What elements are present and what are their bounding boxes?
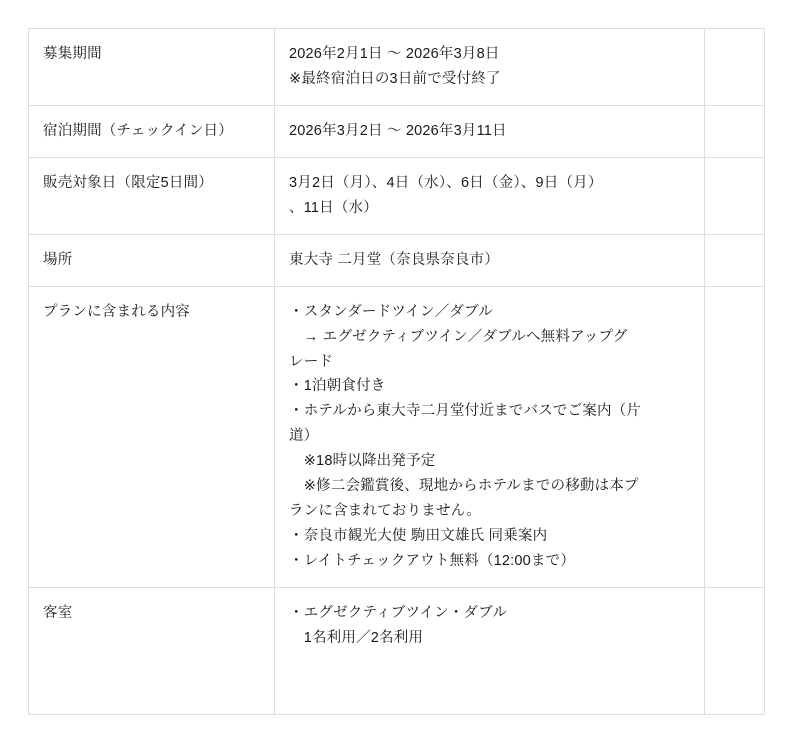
value-line: ※18時以降出発予定 <box>289 453 436 470</box>
value-line: 1名利用／2名利用 <box>289 629 424 646</box>
row-label: 場所 <box>29 234 275 286</box>
row-value <box>275 587 705 714</box>
value-line: 道） <box>289 428 319 445</box>
row-value <box>275 29 705 106</box>
row-value <box>275 105 705 157</box>
row-value <box>275 157 705 234</box>
value-line: 、11日（水） <box>289 199 378 216</box>
value-line: 3月2日（月）、4日（水）、6日（金）、9日（月） <box>289 174 603 191</box>
value-line: ・1泊朝食付き <box>289 378 386 395</box>
table-row <box>29 234 765 286</box>
value-line: 2026年2月1日 〜 2026年3月8日 <box>289 46 500 62</box>
row-value <box>275 286 705 587</box>
value-line: ※最終宿泊日の3日前で受付終了 <box>289 70 501 87</box>
value-line: レード <box>289 353 334 370</box>
row-extra <box>705 105 765 157</box>
table-row <box>29 286 765 587</box>
row-value <box>275 234 705 286</box>
value-line: ・ホテルから東大寺二月堂付近までバスでご案内（片 <box>289 403 642 420</box>
table-row <box>29 105 765 157</box>
row-label: 客室 <box>29 587 275 714</box>
row-label: 販売対象日（限定5日間） <box>29 157 275 234</box>
row-extra <box>705 234 765 286</box>
value-line: ・エグゼクティブツイン・ダブル <box>289 604 508 621</box>
table-row <box>29 157 765 234</box>
value-line: ※修二会鑑賞後、現地からホテルまでの移動は本プ <box>289 478 639 495</box>
value-line: ・レイトチェックアウト無料（12:00まで） <box>289 553 576 569</box>
row-extra <box>705 587 765 714</box>
plan-details-table <box>28 28 765 715</box>
row-label: プランに含まれる内容 <box>29 286 275 587</box>
value-line: ・スタンダードツイン／ダブル <box>289 303 493 320</box>
row-extra <box>705 157 765 234</box>
row-extra <box>705 286 765 587</box>
table-body <box>29 29 765 715</box>
value-line: ランに含まれておりません。 <box>289 503 481 520</box>
table-row <box>29 29 765 106</box>
row-extra <box>705 29 765 106</box>
row-label: 募集期間 <box>29 29 275 106</box>
table-row <box>29 587 765 714</box>
value-line <box>289 651 690 676</box>
value-line <box>289 676 690 701</box>
value-line: ・奈良市観光大使 駒田文雄氏 同乗案内 <box>289 528 548 545</box>
value-line: → エグゼクティブツイン／ダブルへ無料アップグ <box>289 328 628 345</box>
row-label: 宿泊期間（チェックイン日） <box>29 105 275 157</box>
value-line: 2026年3月2日 〜 2026年3月11日 <box>289 122 507 139</box>
value-line: 東大寺 二月堂（奈良県奈良市） <box>289 251 500 268</box>
